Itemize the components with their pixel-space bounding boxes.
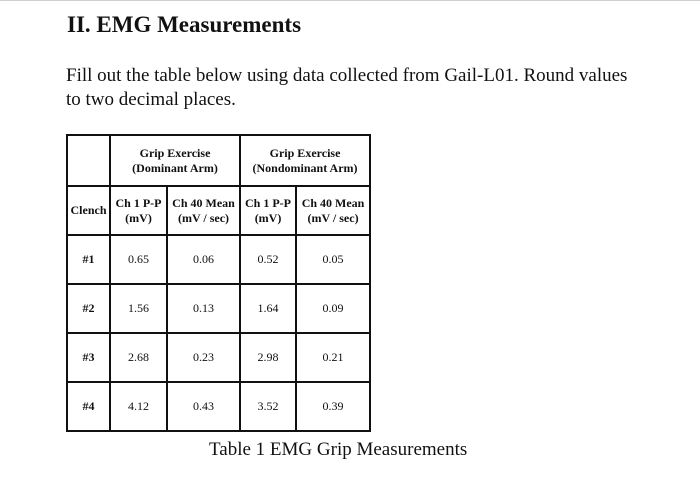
table-row [67, 235, 370, 284]
group-header-nondominant-line2: (Nondominant Arm) [252, 160, 358, 175]
group-header-nondominant [240, 135, 370, 186]
table-cell: 4.12 [110, 382, 167, 431]
top-divider [0, 0, 700, 1]
table-row [67, 382, 370, 431]
table-cell: 0.23 [167, 333, 240, 382]
row-label: #1 [67, 235, 110, 284]
group-header-row [67, 135, 370, 186]
column-header-row [67, 186, 370, 235]
col-header-dominant-ch40-line2: (mV / sec) [177, 210, 230, 225]
table-cell: 1.56 [110, 284, 167, 333]
table-row [67, 333, 370, 382]
col-header-nondominant-ch1-line1: Ch 1 P-P [245, 195, 292, 210]
table-cell: 3.52 [240, 382, 296, 431]
col-header-nondominant-ch1 [240, 186, 296, 235]
table-row [67, 284, 370, 333]
col-header-dominant-ch40-line1: Ch 40 Mean [172, 195, 235, 210]
table-cell: 0.39 [296, 382, 370, 431]
table-cell: 0.13 [167, 284, 240, 333]
group-header-nondominant-line1: Grip Exercise [269, 145, 341, 160]
table-cell: 0.09 [296, 284, 370, 333]
table-cell: 2.98 [240, 333, 296, 382]
group-header-dominant-line2: (Dominant Arm) [132, 160, 218, 175]
emg-measurements-table [66, 134, 371, 432]
instructions-paragraph: Fill out the table below using data collected from Gail-L01. Round values to two decimal places. [66, 65, 628, 110]
table-cell: 0.52 [240, 235, 296, 284]
group-header-dominant [110, 135, 240, 186]
row-label: #4 [67, 382, 110, 431]
col-header-dominant-ch1 [110, 186, 167, 235]
table-cell: 1.64 [240, 284, 296, 333]
col-header-nondominant-ch40-line2: (mV / sec) [307, 210, 359, 225]
empty-corner-cell [67, 135, 110, 186]
table-cell: 0.06 [167, 235, 240, 284]
col-header-nondominant-ch1-line2: (mV) [254, 210, 282, 225]
section-heading: II. EMG Measurements [67, 12, 302, 37]
table-cell: 0.05 [296, 235, 370, 284]
table-cell: 2.68 [110, 333, 167, 382]
table-cell: 0.21 [296, 333, 370, 382]
table-cell: 0.65 [110, 235, 167, 284]
col-header-nondominant-ch40 [296, 186, 370, 235]
row-header-clench: Clench [67, 186, 110, 235]
col-header-dominant-ch1-line1: Ch 1 P-P [115, 195, 162, 210]
table-caption: Table 1 EMG Grip Measurements [209, 439, 468, 460]
table-cell: 0.43 [167, 382, 240, 431]
col-header-dominant-ch1-line2: (mV) [125, 210, 152, 225]
group-header-dominant-line1: Grip Exercise [139, 145, 211, 160]
row-label: #3 [67, 333, 110, 382]
row-label: #2 [67, 284, 110, 333]
col-header-nondominant-ch40-line1: Ch 40 Mean [301, 195, 365, 210]
col-header-dominant-ch40 [167, 186, 240, 235]
